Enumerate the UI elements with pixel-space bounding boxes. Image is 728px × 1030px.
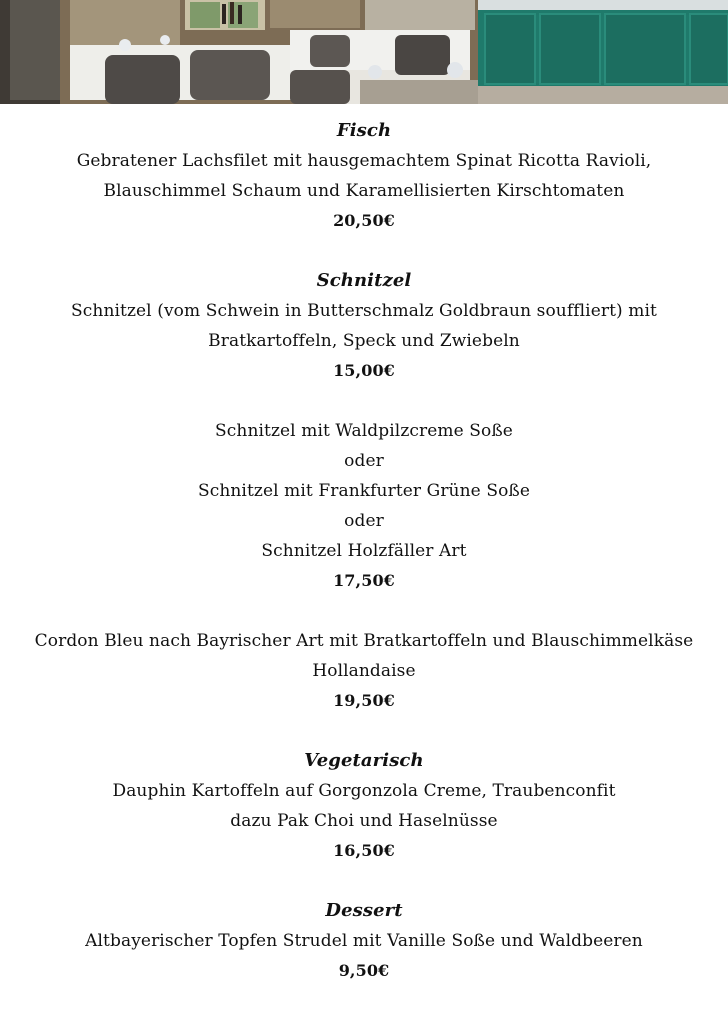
section-heading-vegetarisch: Vegetarisch [304, 750, 424, 771]
dish-price: 19,50€ [333, 691, 395, 710]
dish-description: dazu Pak Choi und Haselnüsse [230, 811, 498, 831]
option-separator: oder [344, 451, 384, 471]
dish-description: Altbayerischer Topfen Strudel mit Vanille Soße und Waldbeeren [85, 931, 643, 951]
section-heading-dessert: Dessert [325, 900, 403, 921]
dish-price: 9,50€ [338, 961, 390, 980]
dish-description: Dauphin Kartoffeln auf Gorgonzola Creme, Traubenconfit [112, 781, 616, 801]
header-photo [0, 0, 728, 104]
dish-option: Schnitzel mit Waldpilzcreme Soße [215, 421, 513, 441]
dish-description: Schnitzel (vom Schwein in Butterschmalz Goldbraun souffliert) mit [71, 301, 657, 321]
dish-description: Gebratener Lachsfilet mit hausgemachtem Spinat Ricotta Ravioli, [76, 151, 652, 171]
dish-price: 17,50€ [333, 571, 395, 590]
dish-option: Schnitzel mit Frankfurter Grüne Soße [197, 481, 531, 501]
dish-description: Cordon Bleu nach Bayrischer Art mit Bratkartoffeln und Blauschimmelkäse [34, 631, 694, 651]
dish-price: 15,00€ [333, 361, 395, 380]
dish-description: Hollandaise [312, 661, 416, 681]
menu [0, 104, 728, 986]
dish-description: Blauschimmel Schaum und Karamellisierten Kirschtomaten [103, 181, 625, 201]
section-heading-schnitzel: Schnitzel [316, 270, 412, 291]
dish-description: Bratkartoffeln, Speck und Zwiebeln [208, 331, 520, 351]
dish-option: Schnitzel Holzfäller Art [261, 541, 467, 561]
option-separator: oder [344, 511, 384, 531]
section-heading-fisch: Fisch [336, 120, 392, 141]
dish-price: 20,50€ [333, 211, 395, 230]
dish-price: 16,50€ [333, 841, 395, 860]
